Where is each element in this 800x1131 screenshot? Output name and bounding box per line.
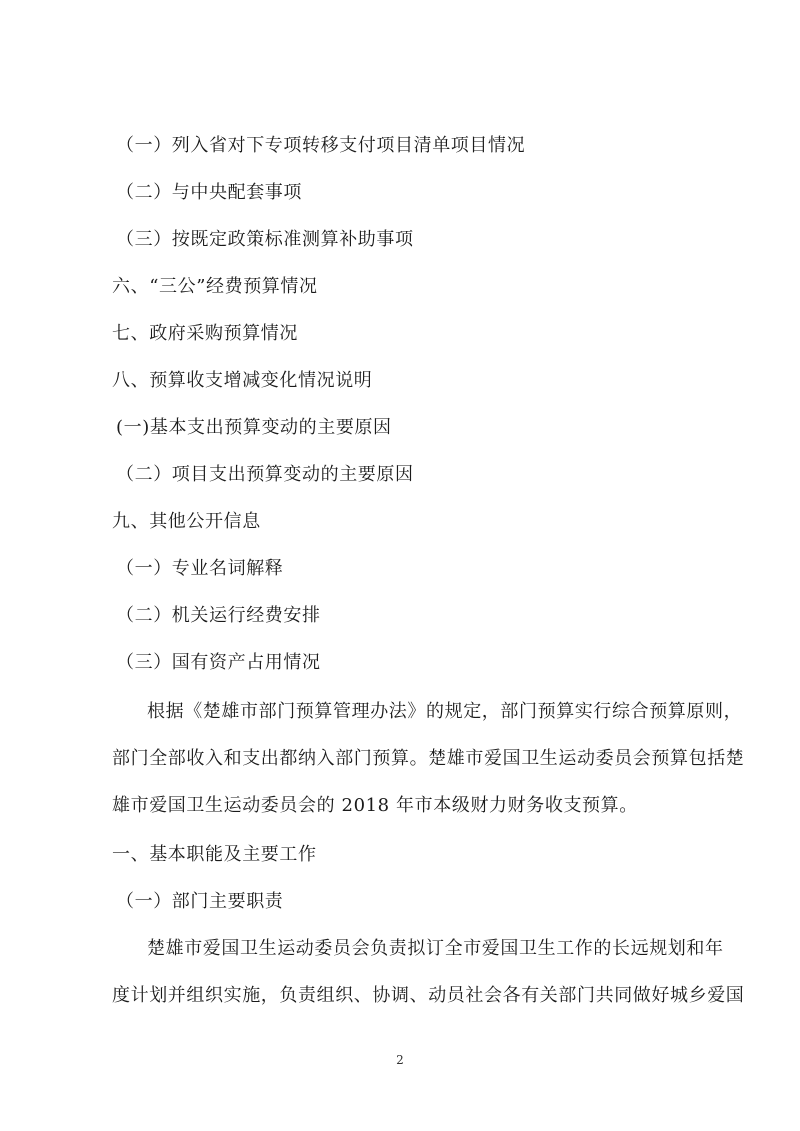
section-heading: 一、基本职能及主要工作: [112, 844, 317, 865]
paragraph-line: 度计划并组织实施，负责组织、协调、动员社会各有关部门共同做好城乡爱国: [112, 985, 745, 1006]
page-number: 2: [396, 1053, 404, 1067]
outline-heading: 九、其他公开信息: [112, 511, 261, 532]
outline-item: （一）专业名词解释: [116, 558, 284, 579]
outline-item: （一）列入省对下专项转移支付项目清单项目情况: [116, 135, 526, 156]
paragraph-line: 部门全部收入和支出都纳入部门预算。楚雄市爱国卫生运动委员会预算包括楚: [112, 748, 745, 769]
outline-heading: 六、“三公”经费预算情况: [112, 276, 318, 297]
paragraph-line: 楚雄市爱国卫生运动委员会负责拟订全市爱国卫生工作的长远规划和年: [147, 938, 724, 959]
outline-item: （二）项目支出预算变动的主要原因: [116, 464, 414, 485]
outline-item: （二）机关运行经费安排: [116, 605, 321, 626]
subsection-heading: （一）部门主要职责: [116, 891, 284, 912]
paragraph-line: 雄市爱国卫生运动委员会的 2018 年市本级财力财务收支预算。: [112, 795, 638, 816]
outline-heading: 八、预算收支增减变化情况说明: [112, 370, 373, 391]
outline-item: （三）按既定政策标准测算补助事项: [116, 229, 414, 250]
outline-item: （二）与中央配套事项: [116, 182, 302, 203]
paragraph-line: 根据《楚雄市部门预算管理办法》的规定，部门预算实行综合预算原则，: [147, 701, 743, 722]
outline-item: （三）国有资产占用情况: [116, 652, 321, 673]
outline-item: (一)基本支出预算变动的主要原因: [116, 417, 392, 438]
outline-heading: 七、政府采购预算情况: [112, 323, 298, 344]
